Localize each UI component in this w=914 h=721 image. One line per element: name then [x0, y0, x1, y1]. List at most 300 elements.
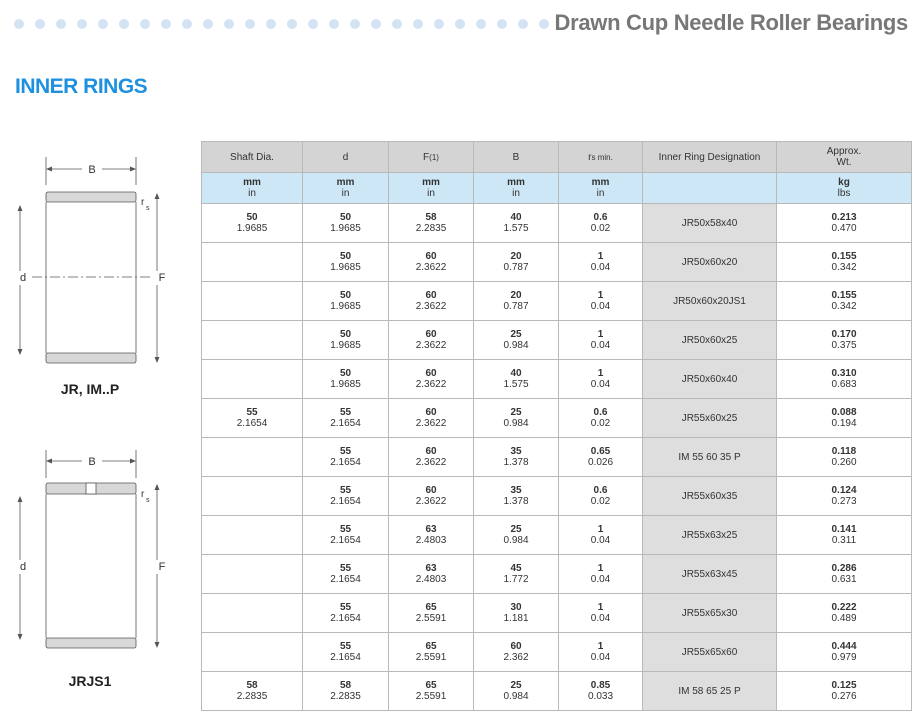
page-title: Drawn Cup Needle Roller Bearings	[554, 10, 908, 35]
cell-b-imperial: 0.984	[503, 418, 529, 429]
cell-rs-metric: 0.6	[593, 407, 608, 418]
col-f-label: F	[423, 151, 430, 163]
cell-weight-metric: 0.155	[831, 290, 857, 301]
cell-d	[303, 555, 389, 594]
cell-d-imperial: 2.1654	[330, 613, 361, 624]
cell-rs-imperial: 0.026	[587, 457, 614, 468]
header-dot	[14, 19, 24, 29]
cell-designation: JR55x65x60	[643, 633, 777, 672]
cell-f	[389, 399, 474, 438]
cell-designation: IM 55 60 35 P	[643, 438, 777, 477]
cell-d-metric: 50	[339, 290, 352, 301]
unit-mm: mm	[422, 177, 440, 188]
diagram-jr-caption: JR, IM..P	[60, 381, 120, 397]
cell-shaft	[202, 633, 303, 672]
header-dot	[140, 19, 150, 29]
table-row	[202, 438, 912, 477]
cell-d	[303, 672, 389, 711]
unit-designation	[643, 173, 777, 204]
cell-b	[474, 633, 559, 672]
cell-shaft	[202, 672, 303, 711]
cell-rs-imperial: 0.033	[587, 691, 614, 702]
cell-b-imperial: 0.787	[503, 301, 529, 312]
diagram-jr-f-label: F	[158, 272, 166, 284]
cell-f-metric: 58	[425, 212, 437, 223]
cell-rs	[559, 204, 643, 243]
cell-weight	[777, 672, 912, 711]
cell-d-imperial: 1.9685	[330, 223, 361, 234]
cell-b-imperial: 0.984	[503, 340, 529, 351]
header-dot	[245, 19, 255, 29]
cell-b	[474, 243, 559, 282]
cell-weight-imperial: 0.273	[831, 496, 857, 507]
cell-rs-metric: 1	[597, 251, 604, 262]
header-dot	[119, 19, 129, 29]
unit-mm: mm	[507, 177, 525, 188]
cell-shaft	[202, 594, 303, 633]
cell-weight	[777, 282, 912, 321]
cell-d-metric: 50	[339, 368, 352, 379]
cell-f-metric: 65	[425, 680, 437, 691]
cell-f	[389, 282, 474, 321]
diagram-jrjs1-drawing	[10, 448, 195, 663]
cell-f-imperial: 2.3622	[415, 496, 447, 507]
cell-weight	[777, 555, 912, 594]
cell-weight-imperial: 0.683	[831, 379, 857, 390]
header-dot	[287, 19, 297, 29]
header-dot	[161, 19, 171, 29]
cell-weight-imperial: 0.311	[831, 535, 857, 546]
cell-d	[303, 321, 389, 360]
cell-d-imperial: 1.9685	[330, 301, 361, 312]
cell-shaft	[202, 399, 303, 438]
cell-d	[303, 399, 389, 438]
cell-shaft	[202, 321, 303, 360]
table-row	[202, 633, 912, 672]
cell-weight-metric: 0.310	[831, 368, 857, 379]
header-dot	[455, 19, 465, 29]
unit-mm: mm	[336, 177, 355, 188]
cell-rs-metric: 1	[597, 524, 604, 535]
cell-weight-metric: 0.170	[831, 329, 857, 340]
cell-weight-metric: 0.124	[831, 485, 857, 496]
header-dot	[539, 19, 549, 29]
cell-f-imperial: 2.5591	[415, 613, 447, 624]
cell-f-metric: 63	[425, 524, 437, 535]
header-dot	[56, 19, 66, 29]
cell-f-metric: 60	[425, 251, 437, 262]
cell-f-metric: 65	[425, 641, 437, 652]
cell-shaft	[202, 204, 303, 243]
cell-b-metric: 30	[510, 602, 522, 613]
cell-f-imperial: 2.5591	[415, 691, 447, 702]
table-row	[202, 204, 912, 243]
cell-f-imperial: 2.3622	[415, 418, 447, 429]
header-dot	[266, 19, 276, 29]
header-dot	[497, 19, 507, 29]
cell-f-metric: 60	[425, 407, 437, 418]
cell-d	[303, 633, 389, 672]
cell-rs-imperial: 0.04	[590, 535, 611, 546]
cell-weight-metric: 0.118	[831, 446, 857, 457]
cell-d-imperial: 1.9685	[330, 379, 361, 390]
cell-rs-imperial: 0.04	[590, 574, 611, 585]
diagram-jrjs1-f-label: F	[158, 561, 166, 573]
cell-rs	[559, 399, 643, 438]
col-weight-bot: Wt.	[836, 157, 852, 168]
cell-f-imperial: 2.3622	[415, 301, 447, 312]
cell-b-metric: 25	[510, 524, 522, 535]
table-row	[202, 594, 912, 633]
cell-rs-imperial: 0.02	[590, 496, 611, 507]
cell-weight-metric: 0.213	[831, 212, 857, 223]
diagram-jr-b-label: B	[88, 164, 96, 176]
cell-weight-metric: 0.125	[831, 680, 857, 691]
cell-d-metric: 50	[339, 329, 352, 340]
cell-rs-metric: 0.85	[590, 680, 611, 691]
cell-f-metric: 60	[425, 329, 437, 340]
diagram-jrjs1-rs-label: r	[141, 489, 145, 500]
diagram-jrjs1-d-label: d	[19, 561, 27, 573]
cell-rs-metric: 1	[597, 290, 604, 301]
cell-d-imperial: 2.1654	[330, 574, 361, 585]
cell-b-metric: 35	[510, 446, 522, 457]
cell-f	[389, 243, 474, 282]
cell-rs	[559, 438, 643, 477]
cell-f-metric: 63	[425, 563, 437, 574]
cell-b-imperial: 1.575	[503, 223, 529, 234]
cell-f	[389, 438, 474, 477]
cell-f-metric: 60	[425, 485, 437, 496]
cell-rs-metric: 1	[597, 368, 604, 379]
table-row	[202, 399, 912, 438]
cell-shaft-imperial: 1.9685	[236, 223, 268, 234]
header-dot	[98, 19, 108, 29]
cell-designation: JR55x63x45	[643, 555, 777, 594]
col-weight	[777, 142, 912, 173]
cell-b-imperial: 1.772	[503, 574, 529, 585]
cell-d-metric: 50	[339, 212, 352, 223]
cell-d-imperial: 2.1654	[330, 457, 361, 468]
cell-weight-imperial: 0.276	[831, 691, 857, 702]
cell-weight-imperial: 0.260	[831, 457, 857, 468]
cell-weight-metric: 0.222	[831, 602, 857, 613]
cell-weight-metric: 0.155	[831, 251, 857, 262]
unit-row	[202, 173, 912, 204]
cell-f	[389, 516, 474, 555]
header-dots	[14, 19, 554, 31]
table-row	[202, 360, 912, 399]
cell-f-imperial: 2.3622	[415, 457, 447, 468]
col-rs-sub: s min.	[591, 152, 613, 162]
cell-weight	[777, 204, 912, 243]
table-row	[202, 672, 912, 711]
cell-designation: JR55x60x25	[643, 399, 777, 438]
cell-shaft-imperial: 2.2835	[236, 691, 268, 702]
cell-weight-metric: 0.141	[831, 524, 857, 535]
header-dot	[350, 19, 360, 29]
cell-d	[303, 204, 389, 243]
cell-f	[389, 204, 474, 243]
diagram-jrjs1-rs-sub: s	[146, 497, 150, 504]
cell-designation: JR50x60x25	[643, 321, 777, 360]
col-d: d	[303, 142, 389, 173]
cell-b	[474, 477, 559, 516]
cell-weight	[777, 477, 912, 516]
cell-d	[303, 594, 389, 633]
cell-d-metric: 55	[339, 524, 352, 535]
cell-shaft-metric: 55	[246, 407, 258, 418]
cell-d-metric: 55	[339, 641, 352, 652]
cell-rs-metric: 1	[597, 329, 604, 340]
cell-d	[303, 243, 389, 282]
cell-b-imperial: 1.378	[503, 496, 529, 507]
cell-rs-imperial: 0.04	[590, 262, 611, 273]
unit-in: in	[596, 188, 605, 199]
cell-rs-imperial: 0.04	[590, 379, 611, 390]
header-dot	[182, 19, 192, 29]
cell-d	[303, 282, 389, 321]
cell-b	[474, 360, 559, 399]
col-rs-label: r	[588, 151, 592, 163]
cell-designation: JR50x58x40	[643, 204, 777, 243]
cell-d-metric: 55	[339, 446, 352, 457]
col-f-sup: (1)	[429, 152, 439, 162]
cell-designation: JR50x60x20JS1	[643, 282, 777, 321]
cell-f	[389, 633, 474, 672]
cell-rs	[559, 594, 643, 633]
cell-weight-metric: 0.088	[831, 407, 857, 418]
col-shaft: Shaft Dia.	[202, 142, 303, 173]
cell-shaft-metric: 58	[246, 680, 258, 691]
cell-shaft	[202, 438, 303, 477]
cell-weight-imperial: 0.375	[831, 340, 857, 351]
diagram-jrjs1	[10, 448, 195, 663]
cell-rs-imperial: 0.02	[590, 223, 611, 234]
cell-d-imperial: 1.9685	[330, 340, 361, 351]
cell-d-metric: 55	[339, 602, 352, 613]
cell-b-imperial: 1.378	[503, 457, 529, 468]
unit-in: in	[427, 188, 435, 199]
header-dot	[518, 19, 528, 29]
cell-rs-imperial: 0.04	[590, 613, 611, 624]
cell-weight-metric: 0.444	[831, 641, 857, 652]
unit-lbs: lbs	[837, 188, 851, 199]
diagram-jr-d-label: d	[19, 272, 27, 284]
cell-weight-imperial: 0.631	[831, 574, 857, 585]
cell-f-metric: 60	[425, 446, 437, 457]
cell-rs-imperial: 0.04	[590, 652, 611, 663]
cell-shaft-imperial: 2.1654	[236, 418, 268, 429]
cell-b	[474, 282, 559, 321]
header-dot	[329, 19, 339, 29]
cell-shaft	[202, 555, 303, 594]
cell-f-imperial: 2.3622	[415, 262, 447, 273]
cell-d-metric: 58	[339, 680, 352, 691]
cell-d-imperial: 2.2835	[330, 691, 361, 702]
header-dot	[476, 19, 486, 29]
cell-shaft	[202, 516, 303, 555]
cell-f-imperial: 2.5591	[415, 652, 447, 663]
cell-d-imperial: 2.1654	[330, 652, 361, 663]
cell-rs-imperial: 0.04	[590, 301, 611, 312]
cell-f-imperial: 2.2835	[415, 223, 447, 234]
table-row	[202, 321, 912, 360]
cell-f-imperial: 2.3622	[415, 340, 447, 351]
unit-shaft	[202, 173, 303, 204]
cell-weight	[777, 243, 912, 282]
cell-f	[389, 477, 474, 516]
cell-weight-imperial: 0.342	[831, 262, 857, 273]
header-dot	[413, 19, 423, 29]
unit-rs	[559, 173, 643, 204]
cell-weight	[777, 633, 912, 672]
cell-weight-imperial: 0.470	[831, 223, 857, 234]
cell-weight	[777, 399, 912, 438]
cell-weight-imperial: 0.194	[831, 418, 857, 429]
unit-f	[389, 173, 474, 204]
table-row	[202, 243, 912, 282]
cell-d	[303, 360, 389, 399]
cell-rs	[559, 282, 643, 321]
unit-weight	[777, 173, 912, 204]
cell-weight	[777, 438, 912, 477]
table-row	[202, 282, 912, 321]
cell-d	[303, 438, 389, 477]
table-row	[202, 516, 912, 555]
cell-b-metric: 45	[510, 563, 522, 574]
unit-d	[303, 173, 389, 204]
header-dot	[224, 19, 234, 29]
cell-shaft-metric: 50	[246, 212, 258, 223]
cell-b	[474, 516, 559, 555]
cell-rs-imperial: 0.04	[590, 340, 611, 351]
cell-f	[389, 672, 474, 711]
cell-rs	[559, 360, 643, 399]
col-rs	[559, 142, 643, 173]
unit-b	[474, 173, 559, 204]
cell-b-metric: 40	[510, 368, 522, 379]
cell-rs	[559, 516, 643, 555]
diagram-jr	[10, 155, 195, 370]
table-row	[202, 477, 912, 516]
cell-b	[474, 321, 559, 360]
cell-weight-metric: 0.286	[831, 563, 857, 574]
cell-f-metric: 65	[425, 602, 437, 613]
cell-d-metric: 50	[339, 251, 352, 262]
cell-f-metric: 60	[425, 290, 437, 301]
cell-d-metric: 55	[339, 563, 352, 574]
col-weight-top: Approx.	[826, 146, 862, 157]
cell-d-imperial: 1.9685	[330, 262, 361, 273]
cell-d	[303, 477, 389, 516]
cell-f	[389, 321, 474, 360]
header-dot	[35, 19, 45, 29]
cell-rs-imperial: 0.02	[590, 418, 611, 429]
cell-f-metric: 60	[425, 368, 437, 379]
cell-rs-metric: 0.65	[590, 446, 611, 457]
col-f	[389, 142, 474, 173]
header-dot	[434, 19, 444, 29]
cell-rs-metric: 1	[597, 641, 604, 652]
unit-mm: mm	[243, 177, 261, 188]
cell-f-imperial: 2.3622	[415, 379, 447, 390]
header-dot	[371, 19, 381, 29]
cell-designation: JR55x65x30	[643, 594, 777, 633]
cell-rs	[559, 321, 643, 360]
cell-designation: JR55x60x35	[643, 477, 777, 516]
unit-in: in	[248, 188, 256, 199]
cell-d-metric: 55	[339, 485, 352, 496]
unit-in: in	[341, 188, 350, 199]
cell-d	[303, 516, 389, 555]
cell-shaft	[202, 243, 303, 282]
cell-weight	[777, 516, 912, 555]
cell-rs	[559, 633, 643, 672]
cell-weight	[777, 594, 912, 633]
cell-weight-imperial: 0.342	[831, 301, 857, 312]
diagram-jr-rs-sub: s	[146, 205, 150, 212]
cell-rs-metric: 0.6	[593, 485, 608, 496]
cell-b-imperial: 0.787	[503, 262, 529, 273]
cell-b-imperial: 1.181	[503, 613, 529, 624]
cell-b	[474, 204, 559, 243]
cell-rs	[559, 243, 643, 282]
header-dot	[308, 19, 318, 29]
cell-b-metric: 40	[510, 212, 522, 223]
cell-b-metric: 25	[510, 407, 522, 418]
cell-b-imperial: 0.984	[503, 535, 529, 546]
cell-f-imperial: 2.4803	[415, 535, 447, 546]
cell-rs-metric: 1	[597, 602, 604, 613]
cell-shaft	[202, 477, 303, 516]
cell-d-metric: 55	[339, 407, 352, 418]
cell-d-imperial: 2.1654	[330, 418, 361, 429]
cell-shaft	[202, 282, 303, 321]
cell-b-metric: 20	[510, 251, 522, 262]
diagram-jrjs1-caption: JRJS1	[68, 673, 112, 689]
cell-rs-metric: 0.6	[593, 212, 608, 223]
cell-f-imperial: 2.4803	[415, 574, 447, 585]
cell-f	[389, 594, 474, 633]
cell-shaft	[202, 360, 303, 399]
cell-f	[389, 360, 474, 399]
section-title: INNER RINGS	[15, 75, 148, 98]
cell-designation: IM 58 65 25 P	[643, 672, 777, 711]
cell-d-imperial: 2.1654	[330, 535, 361, 546]
cell-weight	[777, 321, 912, 360]
cell-rs-metric: 1	[597, 563, 604, 574]
cell-f	[389, 555, 474, 594]
col-b: B	[474, 142, 559, 173]
cell-designation: JR55x63x25	[643, 516, 777, 555]
cell-rs	[559, 672, 643, 711]
cell-b-imperial: 0.984	[503, 691, 529, 702]
table-row	[202, 555, 912, 594]
header-dot	[77, 19, 87, 29]
cell-b-metric: 25	[510, 680, 522, 691]
col-designation: Inner Ring Designation	[643, 142, 777, 173]
cell-b	[474, 555, 559, 594]
cell-designation: JR50x60x40	[643, 360, 777, 399]
cell-designation: JR50x60x20	[643, 243, 777, 282]
cell-rs	[559, 555, 643, 594]
header-dot	[203, 19, 213, 29]
diagram-jrjs1-b-label: B	[88, 456, 96, 468]
cell-b-imperial: 1.575	[503, 379, 529, 390]
cell-b	[474, 672, 559, 711]
diagram-jr-drawing	[10, 155, 195, 370]
